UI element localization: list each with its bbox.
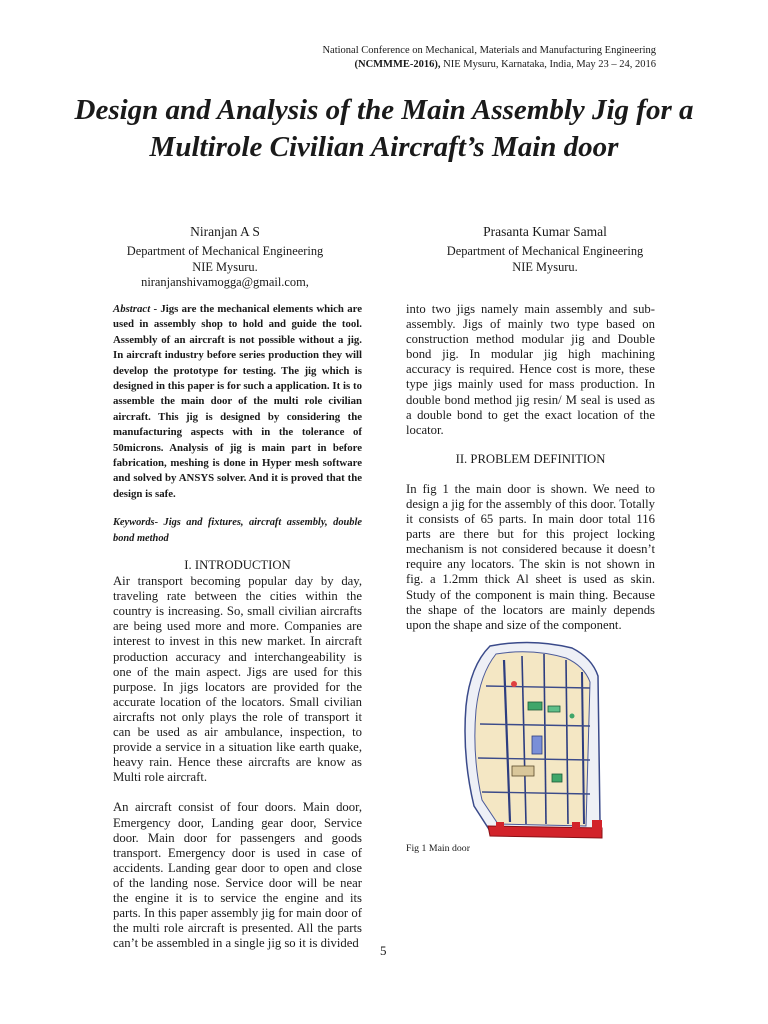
section-heading-problem-definition: II. PROBLEM DEFINITION [455,451,606,466]
paper-title: Design and Analysis of the Main Assembly Jig for a Multirole Civilian Aircraft’s Main door [74,94,694,163]
figure-caption: Fig 1 Main door [406,843,470,854]
conference-details [322,58,656,72]
author-name: Niranjan A S [190,224,260,239]
main-door-drawing [452,636,612,846]
right-column [406,302,655,633]
conference-location-date: NIE Mysuru, Karnataka, India, May 23 – 24, 2016 [440,58,656,70]
abstract-text: - Jigs are the mechanical elements which are used in assembly shop to hold and guide the tool. Assembly of an aircraft is not possible without a jig. In aircraft industry before series production they will develop the prototype for testing. The jig which is designed in this paper is for such a application. It is to assemble the main door of the multi role civilian aircraft. This jig is designed by considering the manufacturing aspects with in the tolerance of 50microns. Analysis of jig is main part in before fabrication, meshing is done in Hyper mesh software and solved by ANSYS solver. And it is proved that the design is safe. [113,303,362,500]
abstract-label: Abstract [113,303,151,315]
left-column [113,302,362,951]
author-department: Department of Mechanical Engineering [126,244,324,258]
author-department: Department of Mechanical Engineering [446,244,644,258]
author-block-2 [380,222,710,275]
author-institute: NIE Mysuru. [512,259,578,274]
main-door-figure [452,636,612,846]
page-number: 5 [380,943,387,958]
intro-paragraph-1: Air transport becoming popular day by day, traveling rate between the cities within the country is increasing. So, small civilian aircrafts are being used more and more. Companies are interest to invest in this new market. In aircraft production accuracy and interchangeability is one of the main aspect. Jigs are used for this purpose. In jigs locators are provided for the accurate location of the locators. Small civilian aircrafts not only plays the role of transport it can be used as air ambulance, inspection, to provide a service in a situation like earth quake, heavy rain. Hence these aircrafts are know as Multi role aircraft. [113,574,362,785]
conference-name: National Conference on Mechanical, Materials and Manufacturing Engineering [322,45,656,56]
abstract [113,302,362,502]
conference-header [322,44,656,71]
author-name: Prasanta Kumar Samal [483,224,607,239]
conference-acronym: (NCMMME-2016), [354,58,441,70]
problem-paragraph: In fig 1 the main door is shown. We need to design a jig for the assembly of this door. Totally it consists of 65 parts. In main door total 116 parts are there but for this project locking mechanism is not considered because it doesn’t require any locators. The skin is not shown in fig. a 1.2mm thick Al sheet is used as skin. Study of the component is main thing. Because the shape of the locators are mainly depends upon the shape and size of the component. [406,481,655,632]
author-block-1 [60,222,390,291]
right-paragraph-1: into two jigs namely main assembly and sub-assembly. Jigs of mainly two type based on construction method modular jig and Double bond jig. In modular jig high machining accuracy is required. Hence cost is more, these type jigs mainly used for mass production. In double bond method jig resin/ M seal is used as a double bond to get the exact location of the locator. [406,302,655,437]
keywords: Keywords- Jigs and fixtures, aircraft assembly, double bond method [113,517,362,544]
intro-paragraph-2: An aircraft consist of four doors. Main door, Emergency door, Landing gear door, Service door. Main door for passengers and goods transport. Emergency door is used in case of accidents. Landing gear door to open and close of the landing nose. Service door will be near the engine it is to service the engine and its parts. In this paper assembly jig for main door of the multi role aircraft is presented. All the parts can’t be assembled in a single jig so it is divided [113,800,362,951]
author-institute: NIE Mysuru. [192,259,258,274]
author-email: niranjanshivamogga@gmail.com, [141,275,309,289]
section-heading-introduction: I. INTRODUCTION [184,558,291,573]
